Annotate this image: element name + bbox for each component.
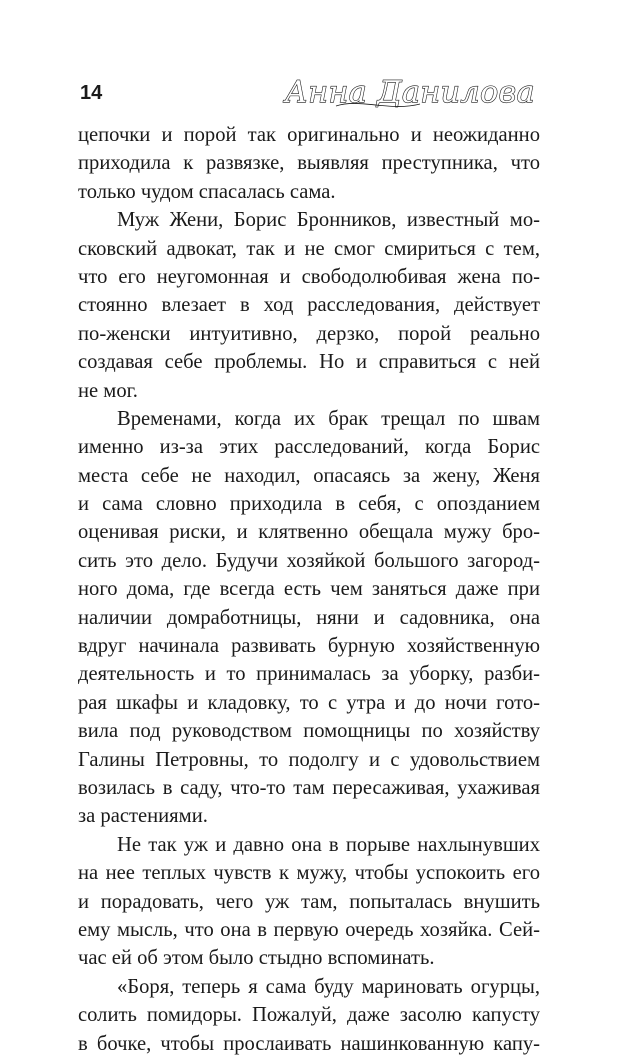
text-line: ного дома, где всегда есть чем заняться даже при xyxy=(78,578,540,601)
text-line: сить это дело. Будучи хозяйкой большого загород- xyxy=(78,549,540,572)
text-line: возилась в саду, что-то там пересаживая, ухаживая xyxy=(78,776,540,799)
text-line: только чудом спасалась сама. xyxy=(78,180,336,203)
body-text xyxy=(78,121,540,1058)
text-line: рая шкафы и кладовку, то с утра и до ночи гото- xyxy=(78,691,540,714)
text-line: и сама словно приходила в себя, с опозданием xyxy=(78,493,540,516)
paragraph xyxy=(78,405,540,831)
page-number: 14 xyxy=(80,82,103,104)
text-line: что его неугомонная и свободолюбивая жена по- xyxy=(78,265,540,288)
text-line: час ей об этом было стыдно вспоминать. xyxy=(78,947,435,970)
paragraph xyxy=(78,973,540,1058)
text-line: за растениями. xyxy=(78,805,208,828)
text-line: Временами, когда их брак трещал по швам xyxy=(117,407,540,430)
author-logo xyxy=(284,68,540,116)
text-line: деятельность и то принималась за уборку, разби- xyxy=(78,663,540,686)
text-line: на нее теплых чувств к мужу, чтобы успокоить его xyxy=(78,862,540,885)
text-line: «Боря, теперь я сама буду мариновать огурцы, xyxy=(117,975,540,998)
text-line: места себе не находил, опасаясь за жену, Женя xyxy=(78,464,540,487)
text-line: наличии домработницы, няни и садовника, она xyxy=(78,606,540,629)
text-line: по-женски интуитивно, дерзко, порой реально xyxy=(78,322,540,345)
author-logo-script: Анна Данилова xyxy=(284,75,535,110)
text-line: цепочки и порой так оригинально и неожиданно xyxy=(78,124,540,146)
paragraph xyxy=(78,206,540,405)
text-line: приходила к развязке, выявляя преступника, что xyxy=(78,152,540,175)
text-line: создавая себе проблемы. Но и справиться с ней xyxy=(78,351,540,374)
page-header xyxy=(80,68,540,118)
text-line: и порадовать, чего уж там, попыталась внушить xyxy=(78,890,540,913)
text-line: солить помидоры. Пожалуй, даже засолю капусту xyxy=(78,1004,540,1027)
text-line: в бочке, чтобы прослаивать нашинкованную капу- xyxy=(78,1032,540,1055)
text-line: ему мысль, что она в первую очередь хозяйка. Сей- xyxy=(78,918,540,941)
text-line: вдруг начинала развивать бурную хозяйственную xyxy=(78,635,540,658)
text-line: сковский адвокат, так и не смог смириться с тем, xyxy=(78,237,540,260)
paragraph xyxy=(78,831,540,973)
text-line: Галины Петровны, то подолгу и с удовольствием xyxy=(78,748,540,771)
text-line: стоянно влезает в ход расследования, действует xyxy=(78,294,540,317)
text-line: именно из-за этих расследований, когда Борис xyxy=(78,436,540,459)
text-line: Не так уж и давно она в порыве нахлынувших xyxy=(117,833,540,856)
text-line: не мог. xyxy=(78,379,138,402)
paragraph xyxy=(78,121,540,206)
text-line: вила под руководством помощницы по хозяйству xyxy=(78,720,540,743)
text-line: оценивая риски, и клятвенно обещала мужу бро- xyxy=(78,521,540,544)
text-line: Муж Жени, Борис Бронников, известный мо- xyxy=(117,209,540,232)
